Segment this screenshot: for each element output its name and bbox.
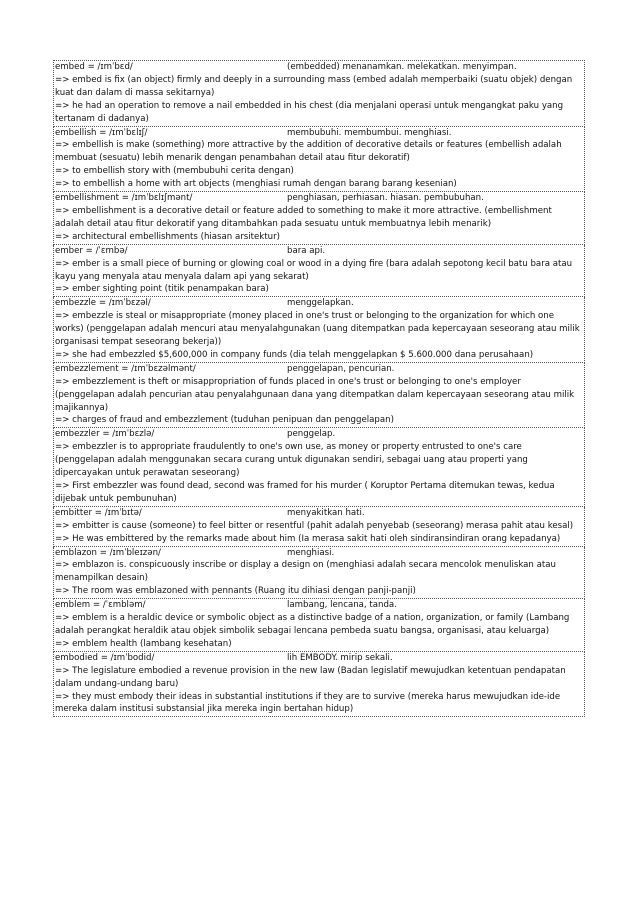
dictionary-entry (53, 192, 585, 245)
entry-meaning: lih EMBODY. mirip sekali. (287, 652, 393, 663)
example-line: => The room was emblazoned with pennants (Ruang itu dihiasi dengan panji-panji) (55, 586, 416, 597)
example-line: => emblazon is. conspicuously inscribe or display a design on (menghiasi adalah secara mencolok menuliskan atau menampilkan desain) (55, 560, 556, 584)
example-line: => embezzle is steal or misappropriate (money placed in one's trust or belonging to the organization for which one works) (penggelapan adalah mencuri atau menyalahgunakan (uang ditempatkan pada kepercayaan seseorang atau milik organisasi tempat seseorang bekerja)) (55, 311, 580, 348)
entry-header (55, 297, 583, 310)
dictionary-entry (53, 652, 585, 718)
dictionary-entry (53, 363, 585, 429)
entry-word: embezzlement = /ɪmˈbɛzəlmənt/ (55, 363, 196, 374)
entry-header (55, 192, 583, 205)
example-line: => The legislature embodied a revenue provision in the new law (Badan legislatif mewujudkan ketentuan pendapatan dalam undang-undang baru) (55, 665, 566, 689)
example-line: => ember sighting point (titik penampakan bara) (55, 284, 269, 295)
dictionary-entry (53, 599, 585, 652)
example-line: => he had an operation to remove a nail embedded in his chest (dia menjalani operasi untuk mengangkat paku yang tertanam di dadanya) (55, 100, 564, 124)
entry-word: embitter = /ɪmˈbɪtə/ (55, 507, 142, 518)
entry-word: emblem = /ˈɛmbləm/ (55, 600, 146, 611)
entry-header (55, 547, 583, 560)
entry-word: embezzle = /ɪmˈbɛzəl/ (55, 298, 151, 309)
entry-meaning: (embedded) menanamkan. melekatkan. menyimpan. (287, 62, 517, 72)
entry-header (55, 363, 583, 376)
entry-word: ember = /ˈɛmbə/ (55, 245, 128, 256)
example-line: => architectural embellishments (hiasan arsitektur) (55, 231, 280, 242)
example-line: => ember is a small piece of burning or glowing coal or wood in a dying fire (bara adalah sepotong kecil batu bara atau kayu yang menyala atau menyala dalam api yang sekarat) (55, 258, 573, 282)
entry-meaning: penggelapan, pencurian. (287, 363, 395, 374)
dictionary-entry (53, 547, 585, 600)
entry-word: embezzler = /ɪmˈbɛzlə/ (55, 429, 155, 440)
entry-meaning: menghiasi. (287, 547, 335, 558)
example-line: => emblem is a heraldic device or symbolic object as a distinctive badge of a nation, organization, or family (Lambang adalah perangkat heraldik atau objek simbolik sebagai lencana pembeda suatu bangsa, organisasi, atau keluarga) (55, 613, 570, 636)
dictionary-entry (53, 428, 585, 506)
entry-word: embodied = /ɪmˈbodid/ (55, 652, 155, 663)
example-line: => she had embezzled $5,600,000 in company funds (dia telah menggelapkan $ 5.600.000 dana perusahaan) (55, 349, 534, 360)
entry-header (55, 127, 583, 140)
entry-header (55, 652, 583, 665)
dictionary-entry (53, 60, 585, 127)
example-line: => embezzler is to appropriate fraudulently to one's own use, as money or property entrusted to one's care (penggelapan adalah menggunakan secara curang untuk digunakan sendiri, sebagai uang atau properti yang dipercayakan untuk perawatan seseorang) (55, 442, 528, 479)
entry-meaning: penggelap. (287, 429, 336, 440)
dictionary-entry (53, 245, 585, 298)
example-line: => embitter is cause (someone) to feel bitter or resentful (pahit adalah penyebab (seseorang) merasa pahit atau kesal) (55, 520, 574, 531)
entry-word: embellishment = /ɪmˈbɛlɪʃmənt/ (55, 193, 193, 204)
example-line: => embed is fix (an object) firmly and deeply in a surrounding mass (embed adalah memperbaiki (suatu objek) dengan kuat dan dalam di massa sekitarnya) (55, 74, 573, 98)
entry-meaning: bara api. (287, 245, 326, 256)
example-line: => embellish is make (something) more attractive by the addition of decorative details or features (embellish adalah membuat (sesuatu) lebih menarik dengan penambahan detail atau fitur dekoratif) (55, 140, 562, 164)
example-line: => embellishment is a decorative detail or feature added to something to make it more attractive. (embellishment adalah detail atau fitur dekoratif yang ditambahkan pada sesuatu untuk membuatnya lebih menarik) (55, 205, 552, 229)
entry-word: emblazon = /ɪmˈbleɪzən/ (55, 547, 161, 558)
entry-header (55, 428, 583, 441)
entry-meaning: membubuhi. membumbui. menghiasi. (287, 127, 452, 138)
dictionary-entry (53, 507, 585, 547)
entry-header (55, 245, 583, 258)
dictionary-page (53, 60, 585, 717)
example-line: => to embellish a home with art objects (menghiasi rumah dengan barang barang kesenian) (55, 179, 457, 190)
example-line: => emblem health (lambang kesehatan) (55, 638, 232, 649)
entry-meaning: lambang, lencana, tanda. (287, 600, 397, 611)
entry-meaning: penghiasan, perhiasan. hiasan. pembubuhan. (287, 193, 484, 204)
entry-header (55, 599, 583, 612)
entry-meaning: menyakitkan hati. (287, 507, 365, 518)
entry-header (55, 61, 583, 74)
example-line: => He was embittered by the remarks made about him (Ia merasa sakit hati oleh sindiransindiran orang kepadanya) (55, 533, 561, 544)
entry-header (55, 507, 583, 520)
example-line: => they must embody their ideas in substantial institutions if they are to survive (mereka harus mewujudkan ide-ide mereka dalam institusi substansial jika mereka ingin bertahan hidup) (55, 691, 561, 715)
entry-meaning: menggelapkan. (287, 298, 354, 309)
entry-word: embellish = /ɪmˈbɛlɪʃ/ (55, 127, 148, 138)
example-line: => embezzlement is theft or misappropriation of funds placed in one's trust or belonging to one's employer (penggelapan adalah pencurian atau penyalahgunaan dana yang ditempatkan dalam kepercayaan seseorang atau milik majikannya) (55, 376, 575, 413)
example-line: => charges of fraud and embezzlement (tuduhan penipuan dan penggelapan) (55, 415, 394, 426)
dictionary-entry (53, 297, 585, 363)
dictionary-entry (53, 127, 585, 193)
example-line: => First embezzler was found dead, second was framed for his murder ( Koruptor Pertama ditemukan tewas, kedua dijebak untuk pembunuhan) (55, 481, 555, 504)
example-line: => to embellish story with (membubuhi cerita dengan) (55, 166, 294, 177)
entry-word: embed = /ɪmˈbɛd/ (55, 62, 133, 72)
